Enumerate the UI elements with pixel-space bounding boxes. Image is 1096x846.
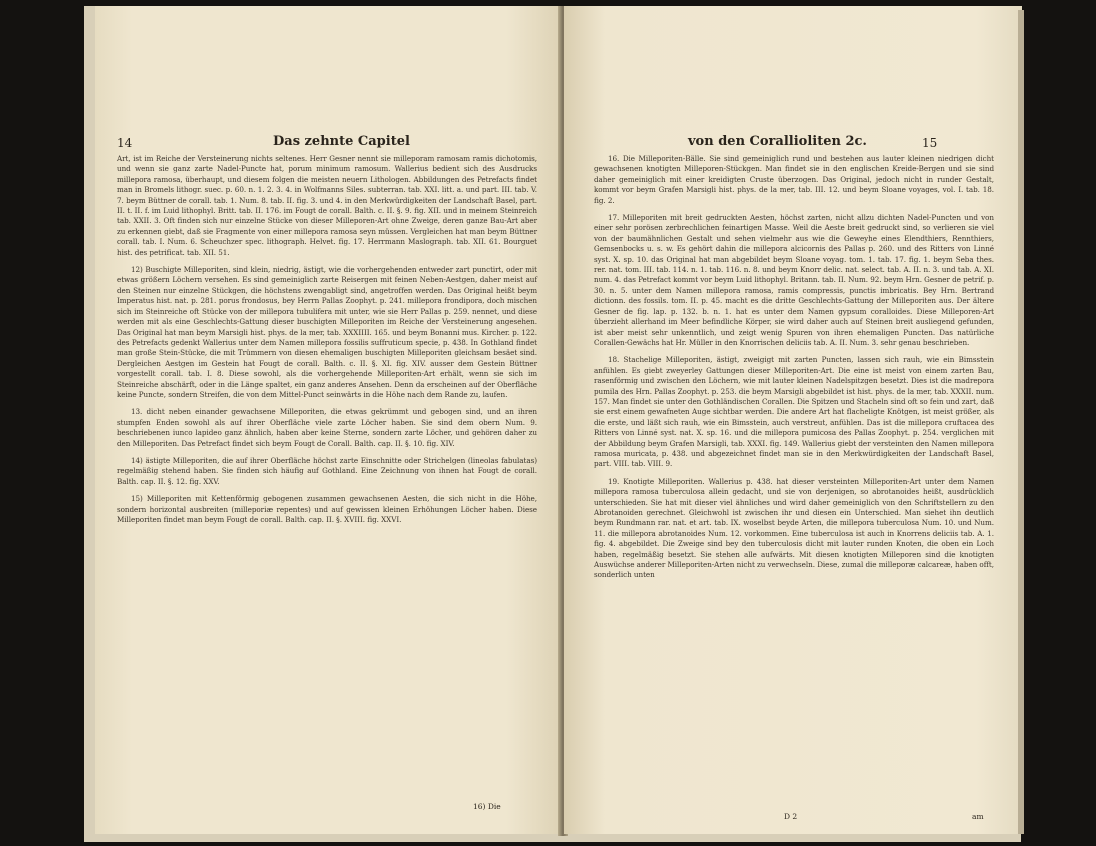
paragraph: 13. dicht neben einander gewachsene Milleporiten, die etwas gekrümmt und gebogen sind, und an ihren stumpfen Enden sowohl als auf ihrer Oberfläche viele zarte Löcher haben. Sie sind dem obern Num. 9. beschriebenen iunco lapideo ganz ähnlich, haben aber keine Sterne, sondern zarte Löcher, und gehören daher zu den Milleporiten. Das Petrefact findet sich beym Fougt de Corall. Balth. cap. II. §. 10. fig. XIV. [117, 407, 537, 448]
page-number: 15 [922, 136, 938, 150]
paragraph: 12) Buschigte Milleporiten, sind klein, niedrig, ästigt, wie die vorhergehenden entweder zart punctirt, oder mit etwas größern Löchern versehen. Es sind gemeiniglich zarte Reisergen mit feinen Neben-Aestgen, daher meist auf den Steinen nur einzelne Stückgen, die höchstens zwengabligt sind, angetroffen werden. Das Original heißt beym Imperatus hist. nat. p. 281. porus frondosus, bey Herrn Pallas Zoophyt. p. 241. millepora frondipora, doch mischen sich im Steinreiche oft Stücke von der millepora tubulifera mit unter, wie sie Herr Pallas p. 259. nennet, und diese werden mit als eine Geschlechts-Gattung dieser buschigten Milleporiten im Reiche der Versteinerung angesehen. Das Original hat man beym Marsigli hist. phys. de la mer, tab. XXXIIII. 165. und beym Bonanni mus. Kircher. p. 122. des Petrefacts gedenkt Wallerius unter dem Namen millepora fossilis suffruticum specie, p. 438. In Gothland findet man große Stein-Stücke, die mit Trümmern von diesen ehemaligen buschigten Milleporiten gleichsam besäet sind. Dergleichen Aestgen im Gestein hat Fougt de corall. Balth. c. II. §. XI. fig. XIV. ausser dem Gestein Büttner vorgestellt corall. tab. I. 8. Diese sowohl, als die vorhergehende Milleporiten-Art erhält, wenn sie sich im Steinreiche abschärft, oder in die Länge spaltet, ein ganz anderes Ansehen. Denn da erscheinen auf der Oberfläche keine Puncte, sondern Streifen, die von dem Mittel-Punct seinwärts in die Höhe nach dem Rande zu, laufen. [117, 265, 537, 399]
paragraph: 15) Milleporiten mit Kettenförmig gebogenen zusammen gewachsenen Aesten, die sich nicht in die Höhe, sondern horizontal ausbreiten (milleporiæ repentes) und auf gewissen kleinen Erhöhungen Löcher haben. Diese Milleporiten findet man beym Fougt de corall. Balth. cap. II. §. XVIII. fig. XXVI. [117, 494, 537, 524]
paragraph: 14) ästigte Milleporiten, die auf ihrer Oberfläche höchst zarte Einschnitte oder Strichelgen (lineolas fabulatas) regelmäßig stehend haben. Sie finden sich häufig auf Gothland. Eine Zeichnung von ihnen hat Fougt de corall. Balth. cap. II. §. 12. fig. XXV. [117, 455, 537, 486]
catchword: am [972, 812, 984, 821]
running-head: Das zehnte Capitel [273, 134, 410, 149]
right-page [564, 6, 1022, 834]
catchword: 16) Die [473, 802, 501, 811]
paragraph: 17. Milleporiten mit breit gedruckten Aesten, höchst zarten, nicht allzu dichten Nadel-Puncten und von einer sehr porösen zerbrechlichen feinartigen Masse. Weil die Aeste breit gedruckt sind, so verlieren sie viel von der baumähnlichen Gestalt und sehen vielmehr aus wie die Geweyhe eines Elendthiers, Rennthiers, Gemsenbocks u. s. w. Es gehört dahin die millepora alcicornis des Pallas p. 260. und des Ritters von Linné syst. X. sp. 10. das Original hat man abgebildet beym Sloane voyag. tom. 1. tab. 17. fig. 1. beym Seba thes. rer. nat. tom. III. tab. 114. n. 1. tab. 116. n. 8. und beym Knorr delic. nat. select. tab. A. II. n. 3. und tab. A. XI. num. 4. das Petrefact kommt vor beym Luid lithophyl. Britann. tab. II. Num. 92. beym Hrn. Gesner de petrif. p. 30. n. 5. unter dem Namen millepora ramosa, ramis compressis, punctis imbricatis. Bey Hrn. Bertrand dictionn. des fossils. tom. II. p. 45. macht es die dritte Geschlechts-Gattung der Milleporiten aus. Der ältere Gesner de fig. lap. p. 132. b. n. 1. hat es unter dem Namen gypsum coralloides. Diese Milleporen-Art überzieht allerhand im Meer befindliche Körper, sie wird daher auch auf Steinen breit ausliegend gefunden, ist aber meist sehr unkenntlich, und zeigt wenig Spuren von ihren ehemaligen Puncten. Das natürliche Corallen-Gewächs hat Hr. Müller in den Knorrischen deliciis tab. A. II. Num. 3. sehr genau beschrieben. [594, 213, 994, 347]
paragraph: 18. Stachelige Milleporiten, ästigt, zweigigt mit zarten Puncten, lassen sich rauh, wie ein Bimsstein anfühlen. Es giebt zweyerley Gattungen dieser Milleporiten-Art. Die eine ist meist von einem zarten Bau, rasenförmig und zwischen den Löchern, wie mit lauter kleinen Nadelspitzgen besetzt. Dies ist die madrepora pumila des Hrn. Pallas Zoophyt. p. 253. die beym Marsigli abgebildet ist hist. phys. de la mer, tab. XXXII. num. 157. Man findet sie unter den Gothländischen Corallen. Die Spitzen und Stacheln sind oft so fein und zart, daß sie erst einem gewafneten Auge sichtbar werden. Die andere Art hat flacheligte Knötgen, ist meist größer, als die erste, und läßt sich rauh, wie ein Bimsstein, auch verstreut, anfühlen. Das ist die millepora cruftacea des Ritters von Linné syst. nat. X. sp. 16. und die millepora pumicosa des Pallas Zoophyt. p. 254. verglichen mit der Abbildung beym Grafen Marsigli, tab. XXXI. fig. 149. Wallerius giebt der versteinten den Namen millepora ramosa muricata, p. 438. und abgezeichnet findet man sie in den Merkwürdigkeiten der Landschaft Basel, part. VIII. tab. VIII. 9. [594, 355, 994, 469]
signature-mark: D 2 [784, 812, 798, 821]
paragraph: Art, ist im Reiche der Versteinerung nichts seltenes. Herr Gesner nennt sie milleporam ramosam ramis dichotomis, und wenn sie ganz zarte Nadel-Puncte hat, porum minimum ramosum. Wallerius bedient sich des Ausdrucks millepora ramosa, überhaupt, und diesem folgen die meisten neuern Lithologen. Abbildungen des Petrefacts findet man in Bromels lithogr. suec. p. 60. n. 1. 2. 3. 4. in Wolfmanns Siles. subterran. tab. XXI. litt. a. und part. III. tab. V. 7. beym Büttner de corall. tab. 1. Num. 8. tab. II. fig. 3. und 4. in den Merkwürdigkeiten der Landschaft Basel, part. II. t. II. f. im Luid lithophyl. Britt. tab. II. 176. im Fougt de corall. Balth. c. II. §. 9. fig. XII. und in meinem Steinreich tab. XXII. 3. Oft finden sich nur einzelne Stücke von dieser Milleporen-Art ohne Zweige, deren ganze Bau-Art aber zu erkennen giebt, daß sie Fragmente von einer millepora ramosa seyn müssen. Vergleichen hat man beym Büttner corall. tab. I. Num. 6. Scheuchzer spec. lithograph. Helvet. fig. 17. Herrmann Maslograph. tab. XII. 61. Bourguet hist. des petrificat. tab. XII. 51. [117, 154, 537, 257]
page-number: 14 [117, 136, 133, 150]
paragraph: 19. Knotigte Milleporiten. Wallerius p. 438. hat dieser versteinten Milleporiten-Art unter dem Namen millepora ramosa tuberculosa allein gedacht, und sie von derjenigen, so abrotanoides heißt, ausdrücklich unterschieden. Sie hat mit dieser viel ähnliches und wird daher gemeiniglich von den Schriftstellern zu den Abrotanoiden gerechnet. Gleichwohl ist zwischen ihr und diesen ein Unterschied. Man siehet ihn deutlich beym Rundmann rar. nat. et art. tab. IX. woselbst beyde Arten, die millepora tuberculosa Num. 10. und Num. 11. die millepora abrotanoides Num. 12. vorkommen. Eine tuberculosa ist auch in Knorrens deliciis tab. A. 1. fig. 4. abgebildet. Die Zweige sind bey den tuberculosis dicht mit lauter runden Knoten, die oben ein Loch haben, regelmäßig besetzt. Sie stehen alle aufwärts. Mit diesen knotigten Milleporen sind die knotigten Auswüchse anderer Milleporiten-Arten nicht zu verwechseln. Diese, zumal die milleporæ calcareæ, haben offt, sonderlich unten [594, 476, 994, 580]
paragraph: 16. Die Milleporiten-Bälle. Sie sind gemeiniglich rund und bestehen aus lauter kleinen niedrigen dicht gewachsenen knotigten Milleporen-Stückgen. Man findet sie in den englischen Kreide-Bergen und sie sind daher gemeiniglich mit einer kreidigten Cruste überzogen. Das Original, jedoch nicht in runder Gestalt, kommt vor beym Grafen Marsigli hist. phys. de la mer, tab. III. 12. und beym Sloane voyages, vol. I. tab. 18. fig. 2. [594, 154, 994, 205]
text-column [594, 154, 994, 588]
running-head: von den Corallioliten 2c. [688, 134, 867, 149]
page-edge [1018, 10, 1024, 834]
left-page [95, 6, 562, 834]
text-column [117, 154, 537, 532]
